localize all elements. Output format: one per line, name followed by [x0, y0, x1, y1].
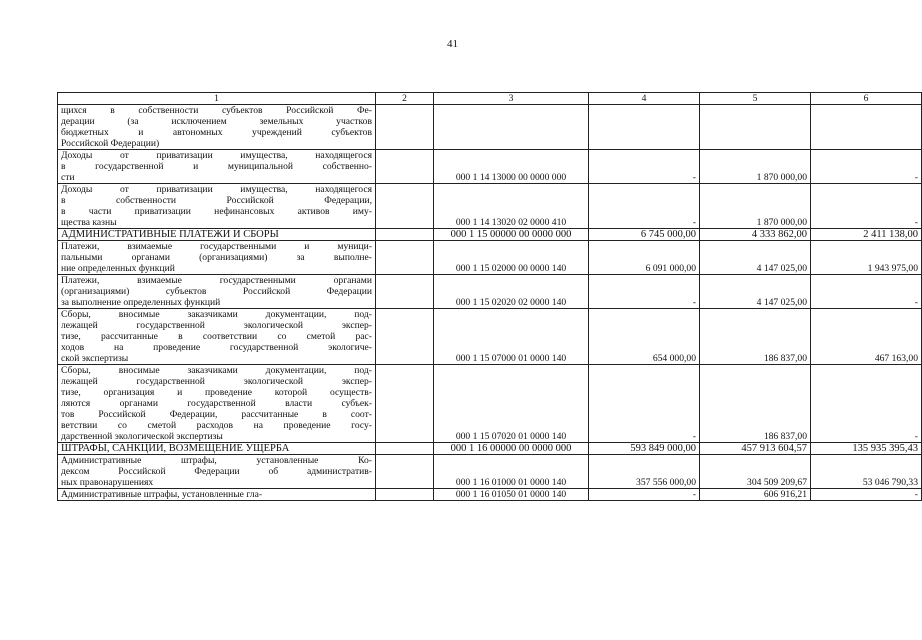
row-value-5 [700, 105, 811, 150]
row-code: 000 1 15 00000 00 0000 000 [434, 229, 589, 241]
table-row [58, 309, 922, 365]
row-name-line: пальными органами (организациями) за выполне- [61, 252, 372, 263]
row-name-line: Доходы от приватизации имущества, находящегося [61, 184, 372, 195]
table-row [58, 241, 922, 275]
row-value-6: 135 935 395,43 [811, 443, 922, 455]
row-value-4: - [589, 365, 700, 443]
table-body [58, 105, 922, 501]
row-name-line: дексом Российской Федерации об административ- [61, 466, 372, 477]
table-row [58, 229, 922, 241]
column-header-6: 6 [811, 93, 922, 105]
column-header-2: 2 [376, 93, 434, 105]
row-name-line: Российской Федерации) [61, 138, 160, 149]
row-name-line: ветствии со сметой расходов на проведение госу- [61, 420, 372, 431]
row-code: 000 1 14 13000 00 0000 000 [434, 150, 589, 184]
row-name-line: Платежи, взимаемые государственными и муници- [61, 241, 372, 252]
row-name-line: Платежи, взимаемые государственными органами [61, 275, 372, 286]
row-value-4: 6 745 000,00 [589, 229, 700, 241]
row-col2 [376, 275, 434, 309]
row-col2 [376, 241, 434, 275]
row-code: 000 1 15 07000 01 0000 140 [434, 309, 589, 365]
row-value-4: 357 556 000,00 [589, 455, 700, 489]
row-value-5: 186 837,00 [700, 309, 811, 365]
row-name [58, 309, 376, 365]
row-code: 000 1 16 01050 01 0000 140 [434, 489, 589, 501]
row-value-4: 593 849 000,00 [589, 443, 700, 455]
row-name-line: Доходы от приватизации имущества, находящегося [61, 150, 372, 161]
row-name-line: Сборы, вносимые заказчиками документации, под- [61, 309, 372, 320]
row-name-line: Сборы, вносимые заказчиками документации, под- [61, 365, 372, 376]
row-code [434, 105, 589, 150]
column-header-4: 4 [589, 93, 700, 105]
row-value-4: 654 000,00 [589, 309, 700, 365]
row-value-4: - [589, 489, 700, 501]
row-value-5: 304 509 209,67 [700, 455, 811, 489]
row-code: 000 1 14 13020 02 0000 410 [434, 184, 589, 229]
row-name [58, 241, 376, 275]
row-name-line: щества казны [61, 217, 117, 228]
row-value-5: 1 870 000,00 [700, 184, 811, 229]
row-value-6: - [811, 365, 922, 443]
row-value-6 [811, 105, 922, 150]
row-name-line: дерации (за исключением земельных участков [61, 116, 372, 127]
row-name-line: ШТРАФЫ, САНКЦИИ, ВОЗМЕЩЕНИЕ УЩЕРБА [61, 443, 290, 454]
row-name-line: ных правонарушениях [61, 477, 154, 488]
page-number: 41 [447, 38, 458, 50]
row-value-4: - [589, 150, 700, 184]
row-value-4: - [589, 184, 700, 229]
row-name-line: сти [61, 172, 75, 183]
table-row [58, 443, 922, 455]
row-col2 [376, 229, 434, 241]
row-name [58, 365, 376, 443]
row-value-5: 457 913 604,57 [700, 443, 811, 455]
row-name-line: за выполнение определенных функций [61, 297, 221, 308]
row-name [58, 489, 376, 501]
row-value-5: 4 333 862,00 [700, 229, 811, 241]
row-value-5: 606 916,21 [700, 489, 811, 501]
row-code: 000 1 15 02020 02 0000 140 [434, 275, 589, 309]
row-name-line: в государственной и муниципальной собственно- [61, 161, 372, 172]
row-col2 [376, 489, 434, 501]
row-col2 [376, 184, 434, 229]
row-value-5: 186 837,00 [700, 365, 811, 443]
row-name-line: ние определенных функций [61, 263, 175, 274]
row-name-line: тизе, организация и проведение которой осуществ- [61, 387, 372, 398]
row-code: 000 1 16 01000 01 0000 140 [434, 455, 589, 489]
table-header-row [58, 93, 922, 105]
column-header-1: 1 [58, 93, 376, 105]
row-col2 [376, 365, 434, 443]
row-value-5: 1 870 000,00 [700, 150, 811, 184]
budget-table [57, 92, 922, 501]
row-name-line: в части приватизации нефинансовых активов иму- [61, 206, 372, 217]
row-value-6: - [811, 184, 922, 229]
row-col2 [376, 443, 434, 455]
row-name [58, 229, 376, 241]
row-name-line: лежащей государственной экологической экспер- [61, 320, 372, 331]
row-value-4 [589, 105, 700, 150]
row-value-4: 6 091 000,00 [589, 241, 700, 275]
row-name [58, 150, 376, 184]
row-name [58, 275, 376, 309]
table-row [58, 455, 922, 489]
row-value-5: 4 147 025,00 [700, 241, 811, 275]
row-col2 [376, 105, 434, 150]
row-value-4: - [589, 275, 700, 309]
table-row [58, 365, 922, 443]
row-name-line: ской экспертизы [61, 353, 129, 364]
row-name [58, 184, 376, 229]
row-value-6: 2 411 138,00 [811, 229, 922, 241]
row-name [58, 105, 376, 150]
row-name-line: ходов на проведение государственной экологиче- [61, 342, 372, 353]
row-name-line: ляются органами государственной власти субъек- [61, 398, 372, 409]
row-value-6: 467 163,00 [811, 309, 922, 365]
row-col2 [376, 455, 434, 489]
row-code: 000 1 15 07020 01 0000 140 [434, 365, 589, 443]
table-row [58, 150, 922, 184]
row-name-line: Административные штрафы, установленные Ко- [61, 455, 372, 466]
row-code: 000 1 16 00000 00 0000 000 [434, 443, 589, 455]
row-name [58, 455, 376, 489]
table-row [58, 184, 922, 229]
row-name-line: дарственной экологической экспертизы [61, 431, 223, 442]
table-row [58, 489, 922, 501]
row-value-6: 53 046 790,33 [811, 455, 922, 489]
column-header-3: 3 [434, 93, 589, 105]
table-row [58, 275, 922, 309]
row-name-line: бюджетных и автономных учреждений субъектов [61, 127, 372, 138]
row-name-line: тов Российской Федерации, рассчитанные в соот- [61, 409, 372, 420]
row-name-line: (организациями) субъектов Российской Федерации [61, 286, 372, 297]
row-col2 [376, 150, 434, 184]
row-code: 000 1 15 02000 00 0000 140 [434, 241, 589, 275]
table-row [58, 105, 922, 150]
row-name-line: лежащей государственной экологической экспер- [61, 376, 372, 387]
row-name-line: Административные штрафы, установленные гла- [61, 489, 263, 500]
row-name-line: тизе, рассчитанные в соответствии со сметой рас- [61, 331, 372, 342]
row-value-5: 4 147 025,00 [700, 275, 811, 309]
row-name [58, 443, 376, 455]
row-value-6: 1 943 975,00 [811, 241, 922, 275]
row-name-line: щихся в собственности субъектов Российской Фе- [61, 105, 372, 116]
row-col2 [376, 309, 434, 365]
row-name-line: в собственности Российской Федерации, [61, 195, 372, 206]
row-value-6: - [811, 275, 922, 309]
row-name-line: АДМИНИСТРАТИВНЫЕ ПЛАТЕЖИ И СБОРЫ [61, 229, 279, 240]
row-value-6: - [811, 150, 922, 184]
row-value-6: - [811, 489, 922, 501]
column-header-5: 5 [700, 93, 811, 105]
